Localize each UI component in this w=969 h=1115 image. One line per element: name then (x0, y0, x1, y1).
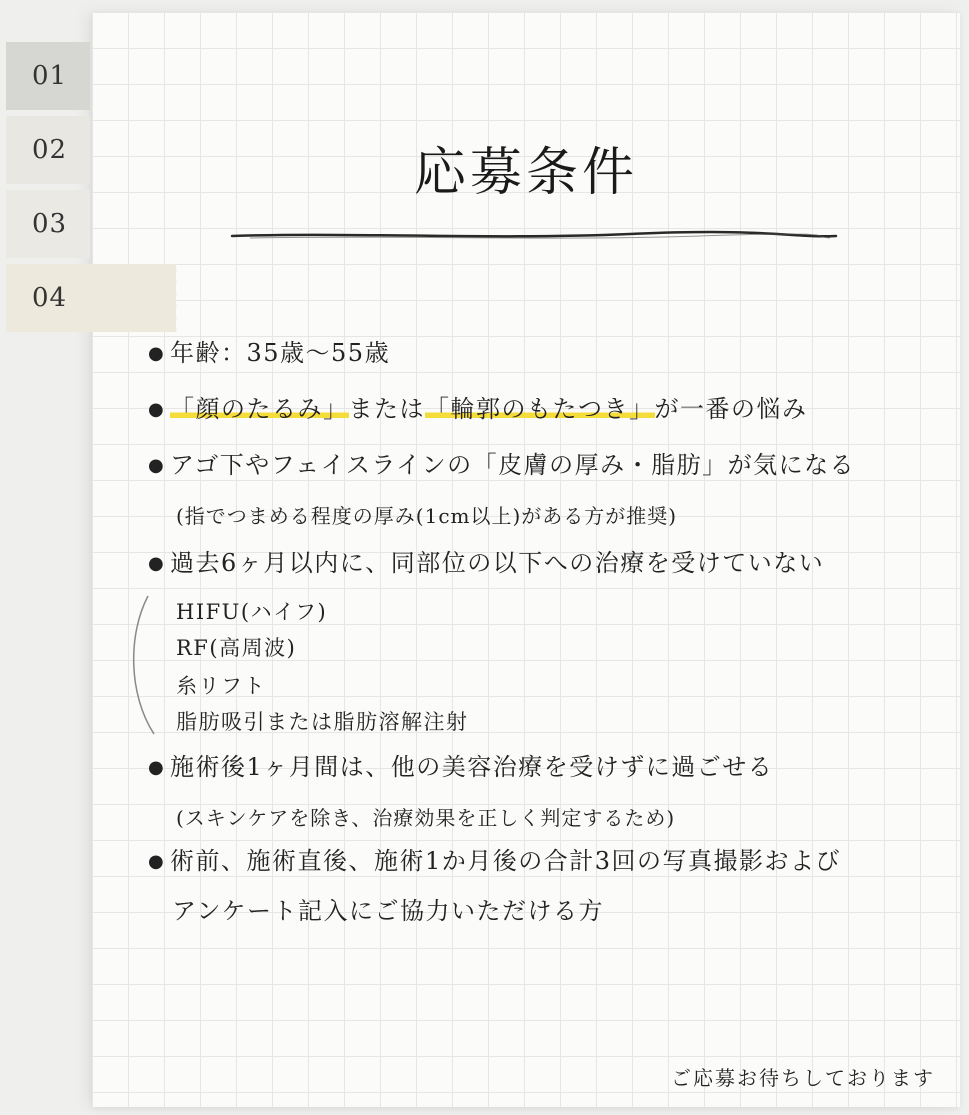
condition-text: または (348, 395, 425, 423)
condition-photo-line2: アンケート記入にご協力いただける方 (172, 897, 605, 925)
tab-label: 02 (32, 135, 68, 165)
condition-text: アゴ下やフェイスラインの「皮膚の厚み・脂肪」が気になる (170, 451, 856, 479)
condition-no-treatment (148, 546, 824, 581)
condition-fat-note: (指でつまめる程度の厚み(1cm以上)がある方が推奨) (176, 504, 678, 528)
tab-02[interactable] (6, 116, 90, 184)
condition-after-note: (スキンケアを除き、治療効果を正しく判定するため) (176, 806, 676, 830)
tab-04-active[interactable] (6, 264, 176, 332)
bullet-dot: ● (148, 757, 166, 778)
page-title: 応募条件 (413, 143, 638, 203)
condition-photo (148, 844, 841, 879)
condition-text: 年齢：35歳〜55歳 (170, 339, 391, 367)
treatment-item: 脂肪吸引または脂肪溶解注射 (176, 710, 469, 734)
tab-label: 04 (32, 283, 68, 313)
tab-03[interactable] (6, 190, 90, 258)
treatment-item: RF(高周波) (176, 636, 297, 660)
bullet-dot: ● (148, 399, 166, 420)
tab-label: 03 (32, 209, 68, 239)
highlighted-text: 「顔のたるみ」 (170, 395, 349, 423)
bullet-dot: ● (148, 455, 166, 476)
treatment-item: 糸リフト (176, 674, 266, 698)
condition-text: が一番の悩み (654, 395, 808, 423)
condition-text: 施術後1ヶ月間は、他の美容治療を受けずに過ごせる (170, 753, 774, 781)
bullet-dot: ● (148, 851, 166, 872)
condition-fat (148, 448, 855, 483)
closing-message: ご応募お待ちしております (671, 1066, 935, 1090)
bullet-dot: ● (148, 343, 166, 364)
condition-text: 術前、施術直後、施術1か月後の合計3回の写真撮影および (170, 847, 842, 875)
brush-underline-divider (230, 226, 840, 246)
bullet-dot: ● (148, 553, 166, 574)
condition-worry (148, 392, 808, 427)
highlighted-text: 「輪郭のもたつき」 (425, 395, 655, 423)
tab-label: 01 (32, 61, 68, 91)
condition-age (148, 336, 390, 371)
condition-after (148, 750, 773, 785)
bracket-curve (128, 594, 158, 736)
torn-edge (172, 264, 180, 332)
treatment-item: HIFU(ハイフ) (176, 600, 328, 624)
tab-01[interactable] (6, 42, 90, 110)
condition-text: 過去6ヶ月以内に、同部位の以下への治療を受けていない (170, 549, 825, 577)
